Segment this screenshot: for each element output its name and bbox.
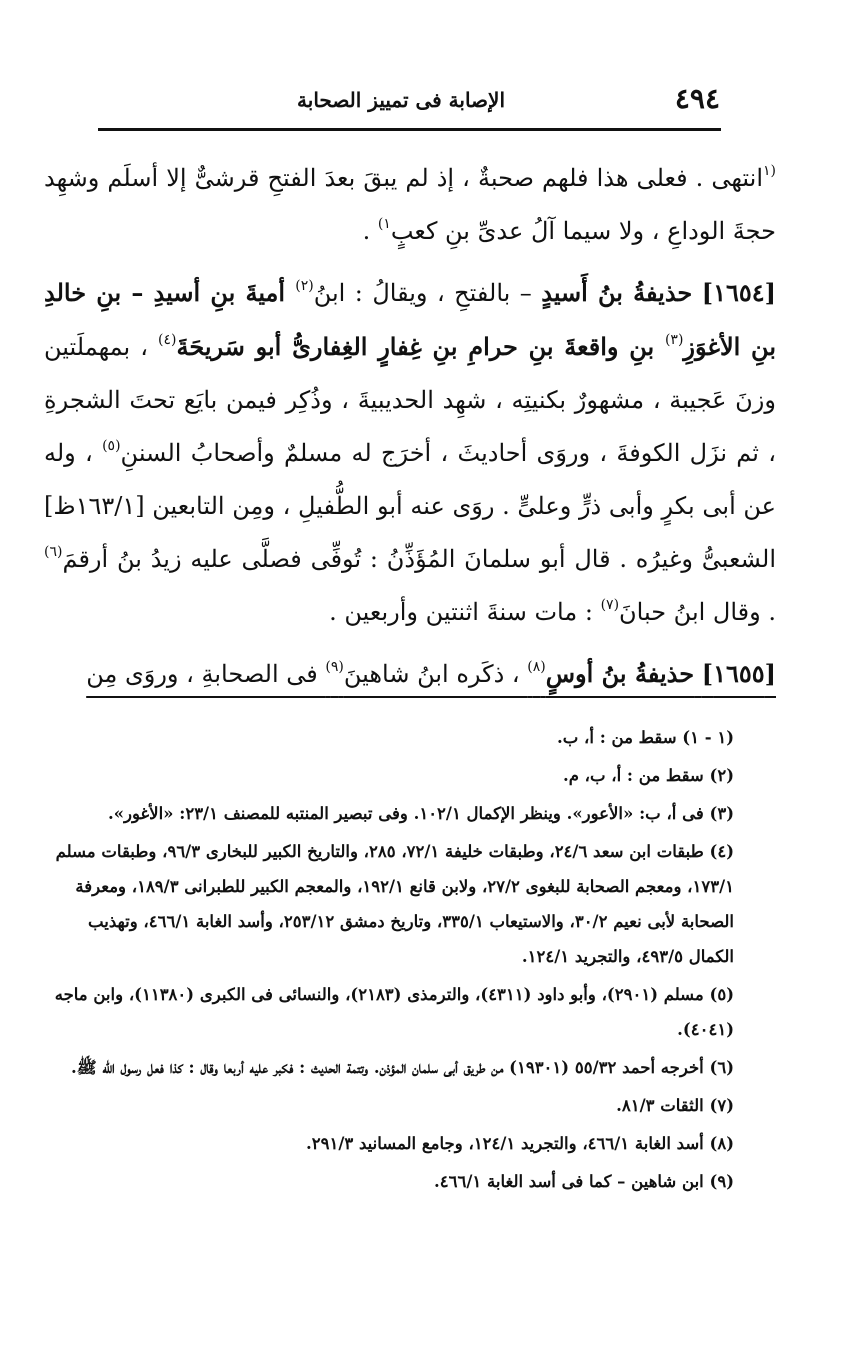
footnote-marker: (٤) — [157, 332, 177, 348]
footnote-number: (٩) — [709, 1172, 734, 1191]
entry-text: ، بمهملَتين وزنَ عَجيبة ، مشهورٌ بكنيتِه ، شهِد الحديبيةَ ، وذُكِر فيمن بايَع تحتَ الشجرةِ ، ثم نزَل الكوفةَ ، وروَى أحاديثَ ، أخرَج له مسلمٌ وأصحابُ السننِ — [44, 333, 776, 467]
footnote-marker: (٥) — [102, 438, 121, 454]
entry-text: . وقال ابنُ حبانَ — [619, 598, 776, 626]
footnote-marker: (٨) — [527, 659, 546, 675]
footnote — [44, 1164, 734, 1199]
intro-tail: . — [362, 217, 378, 245]
footnote — [44, 1126, 734, 1161]
page-number: ٤٩٤ — [674, 82, 720, 115]
footnote — [44, 796, 734, 831]
footnote — [44, 720, 734, 755]
entry-text: أميةَ بنِ أسيدِ – بنِ خالدِ بنِ الأغوَزِ — [44, 278, 776, 361]
footnote-text: مسلم (٢٩٠١)، وأبو داود (٤٣١١)، والترمذى (٢١٨٣)، والنسائى فى الكبرى (١١٣٨٠)، وابن ماجه (٤٠٤١). — [54, 985, 734, 1039]
footnote-text: ابن شاهين – كما فى أسد الغابة ٤٦٦/١. — [434, 1172, 704, 1191]
footnote-number: (٢) — [709, 766, 734, 785]
running-title: الإصابة فى تمييز الصحابة — [297, 88, 505, 112]
footnote-number: (١ - ١) — [682, 728, 734, 747]
footnote-text: أسد الغابة ٤٦٦/١، والتجريد ١٢٤/١، وجامع المسانيد ٢٩١/٣. — [306, 1134, 704, 1153]
entry-name: حذيفةُ بنُ أوسٍ — [545, 659, 695, 688]
footnote — [44, 977, 734, 1047]
footnote — [44, 1050, 734, 1085]
footnotes — [44, 720, 734, 1202]
footnote-text: أخرجه أحمد ٥٥/٣٢ (١٩٣٠١) من طريق أبى سلمان المؤذن. وتتمة الحديث : فكبر عليه أربعا وقال : كذا فعل رسول الله ﷺ. — [71, 1058, 704, 1077]
entry-1655 — [44, 647, 776, 701]
entry-text: : مات سنةَ اثنتين وأربعين . — [329, 598, 601, 626]
footnote-marker: (٢) — [295, 278, 314, 294]
footnote-marker: (٦) — [44, 544, 63, 560]
footnote-number: (٣) — [709, 804, 734, 823]
footnote-number: (٨) — [709, 1134, 734, 1153]
entry-1654 — [44, 266, 776, 639]
footnote — [44, 834, 734, 974]
intro-text: انتهى . فعلى هذا فلهم صحبةٌ ، إذ لم يبقَ بعدَ الفتحِ قرشىٌّ إلا أسلَم وشهِد حجةَ الوداعِ ، ولا سيما آلُ عدىِّ بنِ كعبٍ — [44, 164, 776, 245]
entry-text: – بالفتحِ ، ويقالُ : ابنُ — [313, 279, 542, 307]
footnote-marker: (٣) — [664, 332, 684, 348]
entry-number: [١٦٥٤] — [701, 278, 776, 307]
entry-name: حذيفةُ بنُ أَسيدٍ — [541, 278, 693, 307]
intro-paragraph — [44, 152, 776, 258]
footnote-text: فى أ، ب: «الأعور». وينظر الإكمال ١٠٢/١. وفى تبصير المنتبه للمصنف ٢٣/١: «الأغور». — [108, 804, 704, 823]
entry-text: فى الصحابةِ ، وروَى مِن — [86, 660, 326, 688]
footnote-text: سقط من : أ، ب. — [557, 728, 677, 747]
footnote — [44, 758, 734, 793]
footnote-number: (٥) — [709, 985, 734, 1004]
footnote-number: (٧) — [709, 1096, 734, 1115]
footnote-text: سقط من : أ، ب، م. — [562, 766, 704, 785]
footnote-text: طبقات ابن سعد ٢٤/٦، وطبقات خليفة ٧٢/١، ٢٨٥، والتاريخ الكبير للبخارى ٩٦/٣، وطبقات مسلم ١٧٣/١، ومعجم الصحابة للبغوى ٢٧/٢، ولابن قانع ١٩٢/١، والمعجم الكبير للطبرانى ١٨٩/٣، ومعرفة الصحابة لأبى نعيم ٣٠/٢، والاستيعاب ٣٣٥/١، وتاريخ دمشق ٢٥٣/١٢، وأسد الغابة ٤٦٦/١، وتهذيب الكمال ٤٩٣/٥، والتجريد ١٢٤/١. — [55, 842, 734, 966]
entry-text: بنِ واقعةَ بنِ حرامِ بنِ غِفارٍ الغِفارىُّ أبو سَريحَةَ — [176, 332, 665, 361]
footnote-marker: (٩) — [325, 659, 344, 675]
footnote-marker: (١ — [763, 163, 776, 179]
page-header — [100, 80, 720, 120]
main-text — [44, 152, 776, 701]
footnote-marker: ١) — [377, 216, 391, 232]
footnote — [44, 1088, 734, 1123]
header-rule — [98, 128, 721, 131]
footnote-marker: (٧) — [600, 597, 620, 613]
entry-text: ، ذكَره ابنُ شاهينَ — [343, 660, 528, 688]
footnote-text: الثقات ٨١/٣. — [616, 1096, 704, 1115]
entry-text: ، وله عن أبى بكرٍ وأبى ذرٍّ وعلىٍّ . روَى عنه أبو الطُّفيلِ ، ومِن التابعين [١٦٣/١ظ] الشعبىُّ وغيرُه . قال أبو سلمانَ المُؤَذِّنُ : تُوفِّى فصلَّى عليه زيدُ بنُ أرقمَ — [44, 439, 777, 573]
footnote-number: (٤) — [709, 842, 734, 861]
footnote-number: (٦) — [709, 1058, 734, 1077]
entry-number: [١٦٥٥] — [701, 659, 776, 688]
